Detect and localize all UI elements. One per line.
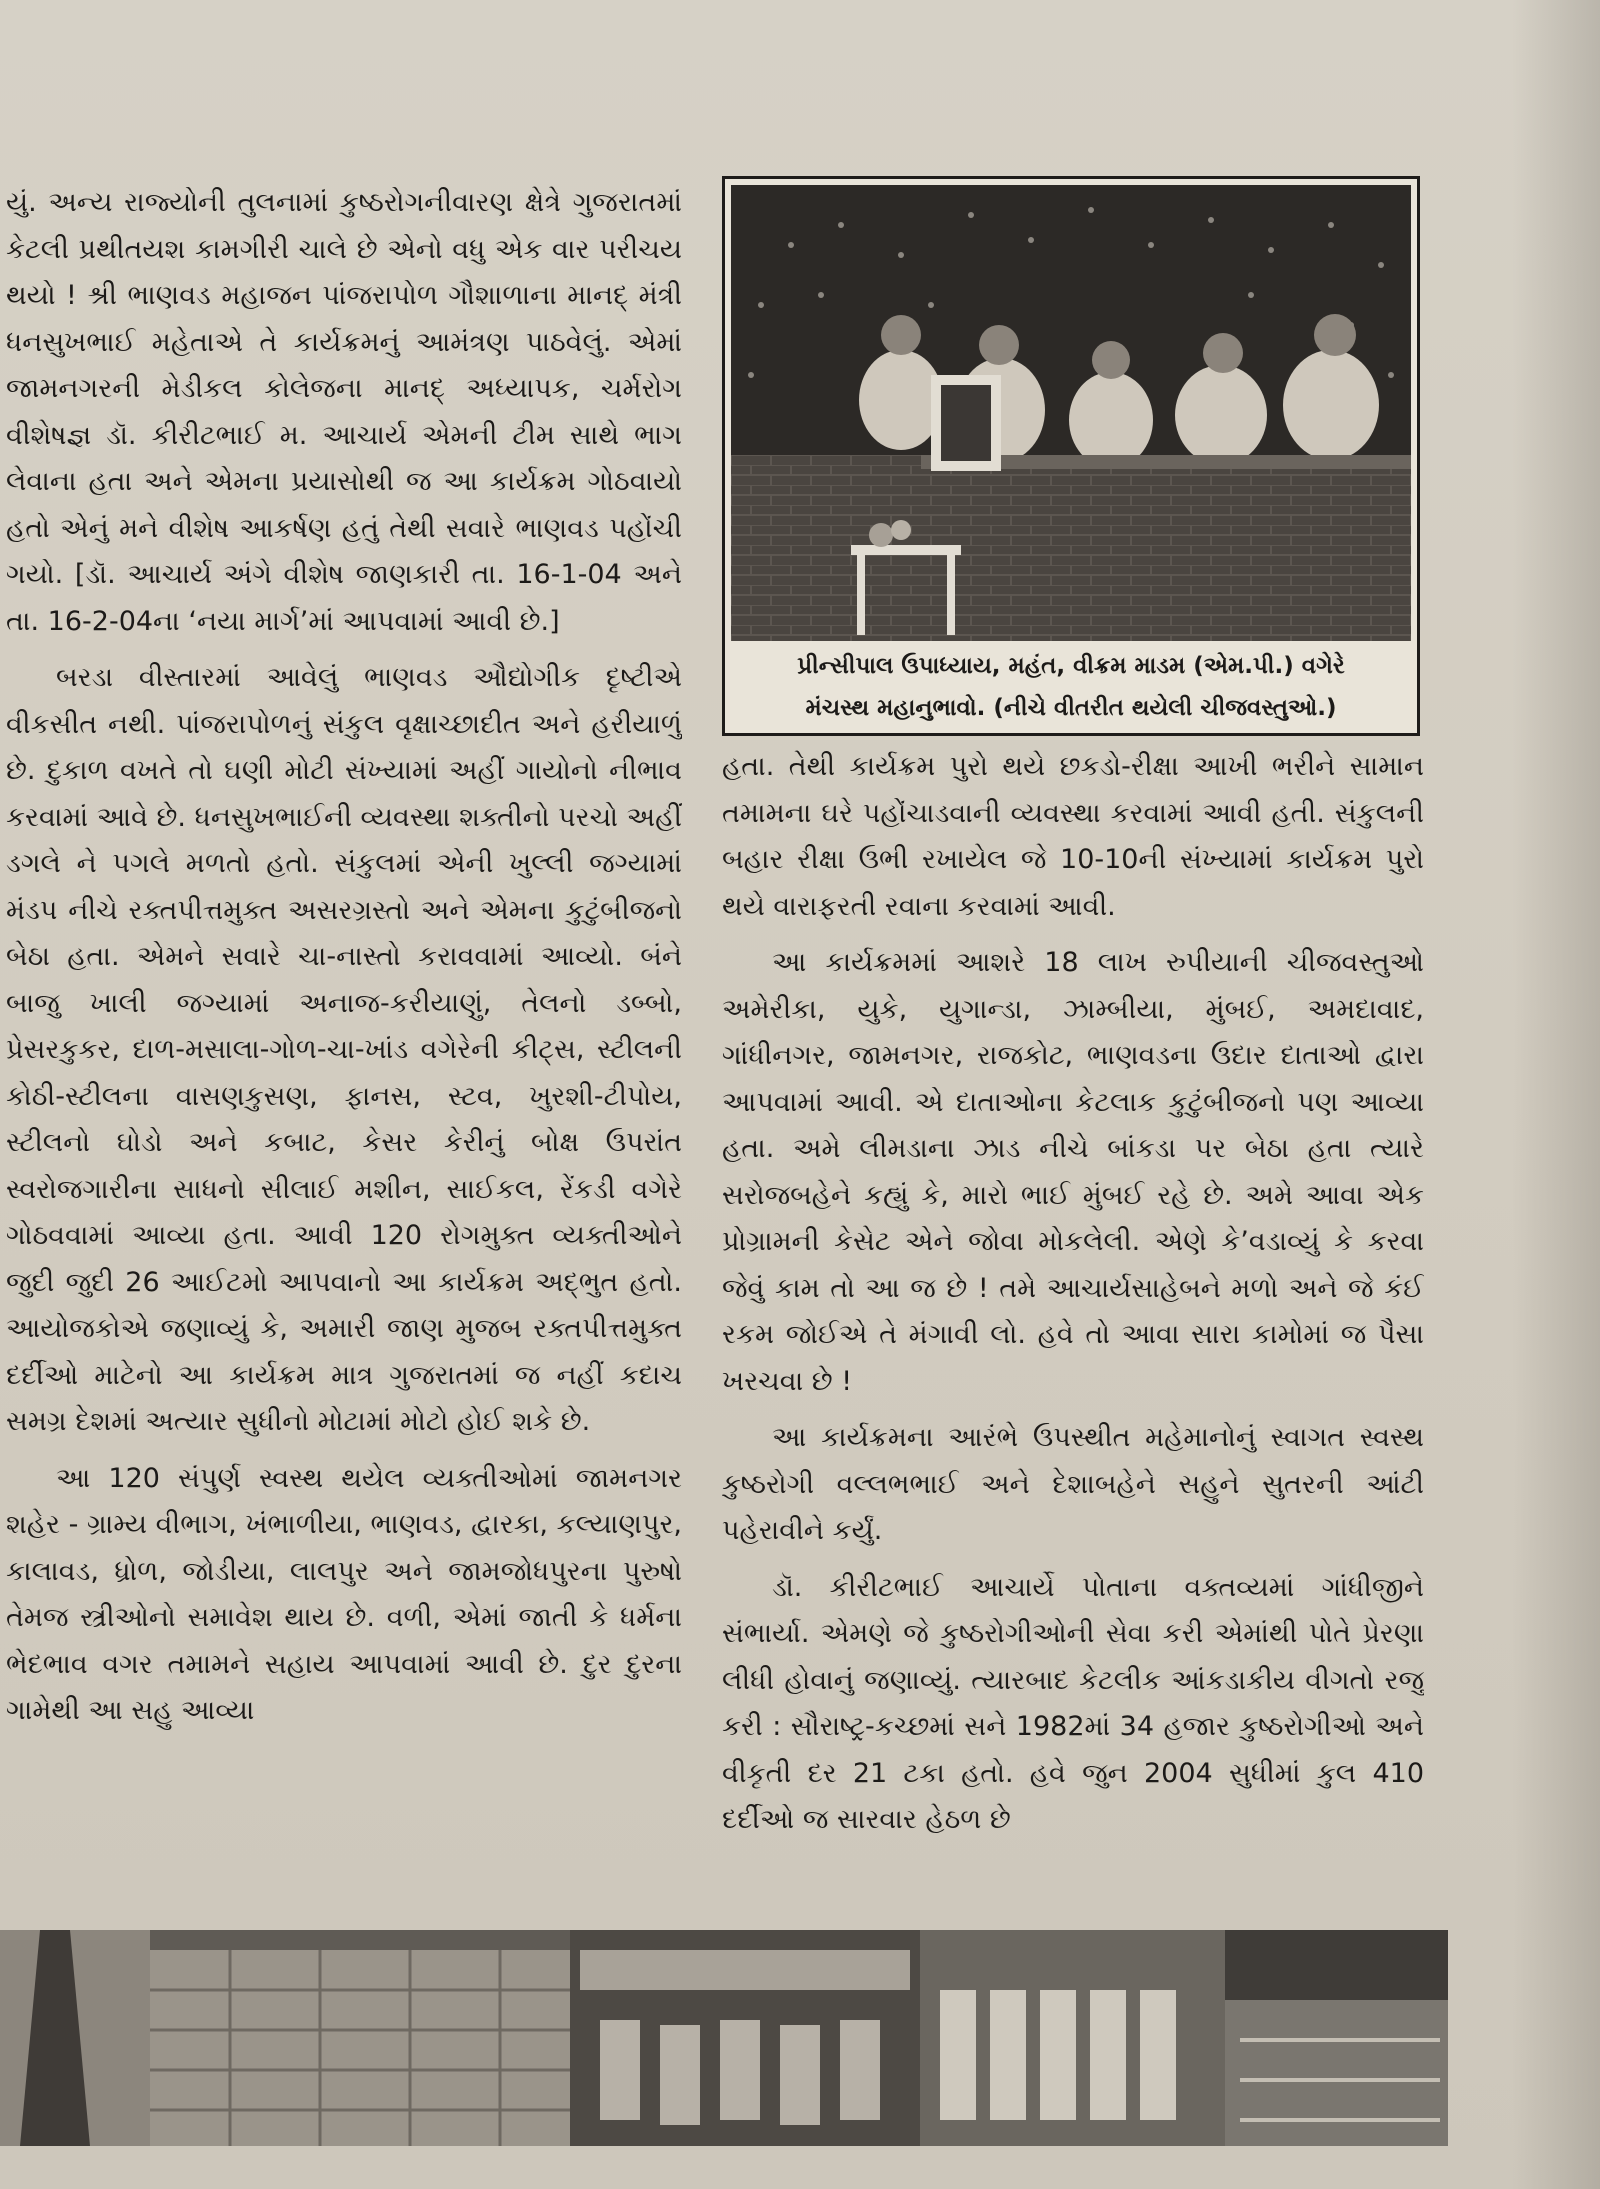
goods-photo-illustration	[0, 1930, 1448, 2146]
distributed-goods-photo-strip	[0, 1930, 1448, 2146]
right-text-column	[722, 744, 1424, 1934]
paragraph-2: બરડા વીસ્તારમાં આવેલું ભાણવડ ઔદ્યોગીક દૃષ્ટીએ વીકસીત નથી. પાંજરાપોળનું સંકુલ વૃક્ષાચ્છાદીત અને હરીયાળું છે. દુકાળ વખતે તો ઘણી મોટી સંખ્યામાં અહીં ગાયોનો નીભાવ કરવામાં આવે છે. ધનસુખભાઈની વ્યવસ્થા શક્તીનો પરચો અહીં ડગલે ને પગલે મળતો હતો. સંકુલમાં એની ખુલ્લી જગ્યામાં મંડપ નીચે રક્તપીત્તમુક્ત અસરગ્રસ્તો અને એમના કુટુંબીજનો બેઠા હતા. એમને સવારે ચા-નાસ્તો કરાવવામાં આવ્યો. બંને બાજુ ખાલી જગ્યામાં અનાજ-કરીયાણું, તેલનો ડબ્બો, પ્રેસરકુકર, દાળ-મસાલા-ગોળ-ચા-ખાંડ વગેરેની કીટ્સ, સ્ટીલની કોઠી-સ્ટીલના વાસણકુસણ, ફાનસ, સ્ટવ, ખુરશી-ટીપોય, સ્ટીલનો ઘોડો અને કબાટ, કેસર કેરીનું બોક્ષ ઉપરાંત સ્વરોજગારીના સાધનો સીલાઈ મશીન, સાઈકલ, રેંકડી વગેરે ગોઠવવામાં આવ્યા હતા. આવી 120 રોગમુક્ત વ્યક્તીઓને જુદી જુદી 26 આઈટમો આપવાનો આ કાર્યક્રમ અદ્ભુત હતો. આયોજકોએ જણાવ્યું કે, અમારી જાણ મુજબ રક્તપીત્તમુક્ત દર્દીઓ માટેનો આ કાર્યક્રમ માત્ર ગુજરાતમાં જ નહીં કદાચ સમગ્ર દેશમાં અત્યાર સુધીનો મોટામાં મોટો હોઈ શકે છે.	[6, 662, 682, 1437]
paragraph-5: આ કાર્યક્રમમાં આશરે 18 લાખ રુપીયાની ચીજવસ્તુઓ અમેરીકા, યુકે, યુગાન્ડા, ઝામ્બીયા, મુંબઈ, અમદાવાદ, ગાંધીનગર, જામનગર, રાજકોટ, ભાણવડના ઉદાર દાતાઓ દ્વારા આપવામાં આવી. એ દાતાઓના કેટલાક કુટુંબીજનો પણ આવ્યા હતા. અમે લીમડાના ઝાડ નીચે બાંકડા પર બેઠા હતા ત્યારે સરોજબહેને કહ્યું કે, મારો ભાઈ મુંબઈ રહે છે. અમે આવા એક પ્રોગ્રામની કેસેટ એને જોવા મોકલેલી. એણે કે’વડાવ્યું કે કરવા જેવું કામ તો આ જ છે ! તમે આચાર્યસાહેબને મળો અને જે કંઈ રકમ જોઈએ તે મંગાવી લો. હવે તો આવા સારા કામોમાં જ પૈસા ખરચવા છે !	[722, 947, 1424, 1397]
photo-caption-line-1: પ્રીન્સીપાલ ઉપાધ્યાય, મહંત, વીક્રમ માડમ (એમ.પી.) વગેરે	[797, 653, 1345, 679]
page-edge-shadow	[1512, 0, 1600, 2189]
stage-photo	[731, 185, 1411, 641]
paragraph-6: આ કાર્યક્રમના આરંભે ઉપસ્થીત મહેમાનોનું સ્વાગત સ્વસ્થ કુષ્ઠરોગી વલ્લભભાઈ અને દેશાબહેને સહુને સુતરની આંટી પહેરાવીને કર્યું.	[722, 1422, 1424, 1546]
stage-photo-illustration	[731, 185, 1411, 641]
paragraph-7: ડૉ. કીરીટભાઈ આચાર્યે પોતાના વક્તવ્યમાં ગાંધીજીને સંભાર્યા. એમણે જે કુષ્ઠરોગીઓની સેવા કરી એમાંથી પોતે પ્રેરણા લીધી હોવાનું જણાવ્યું. ત્યારબાદ કેટલીક આંકડાકીય વીગતો રજુ કરી : સૌરાષ્ટ્ર-કચ્છમાં સને 1982માં 34 હજાર કુષ્ઠરોગીઓ અને વીકૃતી દર 21 ટકા હતો. હવે જુન 2004 સુધીમાં કુલ 410 દર્દીઓ જ સારવાર હેઠળ છે	[722, 1571, 1424, 1835]
photo-box	[722, 176, 1420, 736]
paragraph-3: આ 120 સંપુર્ણ સ્વસ્થ થયેલ વ્યક્તીઓમાં જામનગર શહેર - ગ્રામ્ય વીભાગ, ખંભાળીયા, ભાણવડ, દ્વારકા, કલ્યાણપુર, કાલાવડ, ધ્રોળ, જોડીયા, લાલપુર અને જામજોધપુરના પુરુષો તેમજ સ્ત્રીઓનો સમાવેશ થાય છે. વળી, એમાં જાતી કે ધર્મના ભેદભાવ વગર તમામને સહાય આપવામાં આવી છે. દુર દુરના ગામેથી આ સહુ આવ્યા	[6, 1462, 682, 1726]
photo-caption	[731, 645, 1411, 729]
paragraph-1: યું. અન્ય રાજ્યોની તુલનામાં કુષ્ઠરોગનીવારણ ક્ષેત્રે ગુજરાતમાં કેટલી પ્રથીતયશ કામગીરી ચાલે છે એનો વધુ એક વાર પરીચય થયો ! શ્રી ભાણવડ મહાજન પાંજરાપોળ ગૌશાળાના માનદ્ મંત્રી ધનસુખભાઈ મહેતાએ તે કાર્યક્રમનું આમંત્રણ પાઠવેલું. એમાં જામનગરની મેડીકલ કોલેજના માનદ્ અધ્યાપક, ચર્મરોગ વીશેષજ્ઞ ડૉ. કીરીટભાઈ મ. આચાર્ય એમની ટીમ સાથે ભાગ લેવાના હતા અને એમના પ્રયાસોથી જ આ કાર્યક્રમ ગોઠવાયો હતો એનું મને વીશેષ આકર્ષણ હતું તેથી સવારે ભાણવડ પહોંચી ગયો. [ડૉ. આચાર્ય અંગે વીશેષ જાણકારી તા. 16-1-04 અને તા. 16-2-04ના ‘નયા માર્ગ’માં આપવામાં આવી છે.]	[6, 187, 682, 637]
left-text-column	[6, 180, 682, 1920]
photo-caption-line-2: મંચસ્થ મહાનુભાવો. (નીચે વીતરીત થયેલી ચીજવસ્તુઓ.)	[805, 695, 1337, 721]
paragraph-4: હતા. તેથી કાર્યક્રમ પુરો થયે છકડો-રીક્ષા આખી ભરીને સામાન તમામના ઘરે પહોંચાડવાની વ્યવસ્થા કરવામાં આવી હતી. સંકુલની બહાર રીક્ષા ઉભી રખાયેલ જે 10-10ની સંખ્યામાં કાર્યક્રમ પુરો થયે વારાફરતી રવાના કરવામાં આવી.	[722, 751, 1424, 922]
